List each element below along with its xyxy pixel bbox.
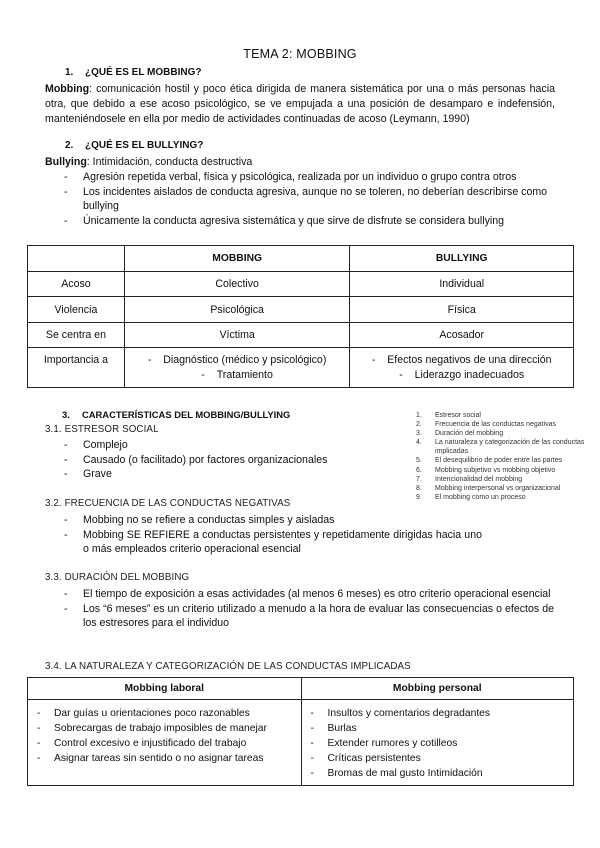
section-1-title: ¿QUÉ ES EL MOBBING? (85, 67, 202, 78)
characteristics-side-list (416, 411, 588, 502)
list-item: - Mobbing no se refiere a conductas simples y aisladas (62, 513, 482, 528)
personal-list (302, 700, 574, 785)
list-item: - Sobrecargas de trabajo imposibles de manejar (28, 721, 301, 736)
list-number: 3. (416, 430, 422, 438)
table-cell: Colectivo (124, 272, 350, 297)
table-cell: Acoso (28, 272, 125, 297)
section-1-heading (65, 67, 202, 78)
subsection-3-4-heading: 3.4. LA NATURALEZA Y CATEGORIZACIÓN DE LAS CONDUCTAS IMPLICADAS (45, 661, 411, 672)
bullying-definition-text: : Intimidación, conducta destructiva (86, 156, 253, 168)
list-item: - Complejo (62, 438, 392, 453)
stressor-bullets (62, 438, 392, 482)
duration-bullets (62, 587, 554, 631)
table-header-row (28, 246, 574, 272)
list-number: 7. (416, 475, 422, 483)
section-2-title: ¿QUÉ ES EL BULLYING? (85, 140, 204, 151)
cell-line-text: Efectos negativos de una dirección (387, 353, 552, 366)
table-cell: Se centra en (28, 323, 125, 348)
list-number: 5. (416, 457, 422, 465)
bullying-bullets (62, 170, 554, 228)
table-row (28, 348, 574, 388)
list-text: Duración del mobbing (435, 430, 504, 438)
list-text: Mobbing subjetivo vs mobbing objetivo (435, 466, 556, 474)
table-cell: Importancia a (28, 348, 125, 388)
section-2-heading (65, 140, 203, 151)
list-item (416, 475, 588, 484)
table-row (28, 272, 574, 297)
table-header-cell: MOBBING (124, 246, 350, 272)
list-text: El mobbing como un proceso (435, 493, 526, 501)
list-text: Frecuencia de las conductas negativas (435, 421, 557, 429)
table-cell (28, 700, 302, 786)
subsection-3-2-heading: 3.2. FRECUENCIA DE LAS CONDUCTAS NEGATIVAS (45, 498, 291, 509)
list-text: La naturaleza y categorización de las conductas implicadas (435, 439, 585, 456)
list-item: - Mobbing SE REFIERE a conductas persistentes y repetidamente dirigidas hacia uno o más empleados criterio operacional esencial (62, 528, 482, 557)
list-text: Intencionalidad del mobbing (435, 475, 523, 483)
list-item: - Los incidentes aislados de conducta agresiva, aunque no se toleren, no deberían describirse como bullying (62, 185, 554, 214)
list-item (416, 429, 588, 438)
laboral-list (28, 700, 301, 770)
bullying-term: Bullying (45, 156, 87, 168)
section-3-title: CARACTERÍSTICAS DEL MOBBING/BULLYING (82, 409, 291, 420)
behaviours-table (27, 677, 574, 786)
cell-line: - Liderazgo inadecuados (399, 368, 525, 381)
list-item (416, 438, 588, 456)
list-item: - Grave (62, 467, 392, 482)
cell-line: - Tratamiento (201, 368, 273, 381)
list-item: - Críticas persistentes (302, 751, 574, 766)
table-cell: Acosador (350, 323, 574, 348)
page-title: TEMA 2: MOBBING (243, 47, 357, 61)
list-item: - Agresión repetida verbal, física y psicológica, realizada por un individuo o grupo contra otros (62, 170, 554, 185)
list-item: - Insultos y comentarios degradantes (302, 706, 574, 721)
table-row (28, 297, 574, 323)
table-cell: Física (350, 297, 574, 323)
list-text: Estresor social (435, 412, 481, 419)
subsection-3-3-heading: 3.3. DURACIÓN DEL MOBBING (45, 572, 190, 583)
list-number: 4. (416, 439, 422, 447)
list-item: - Dar guías u orientaciones poco razonables (28, 706, 301, 721)
table-header-cell: Mobbing personal (301, 678, 574, 700)
table-header-cell: BULLYING (350, 246, 574, 272)
table-header-row (28, 678, 574, 700)
cell-line: - Efectos negativos de una dirección (371, 353, 552, 366)
list-item: - Bromas de mal gusto Intimidación (302, 766, 574, 781)
list-item (416, 411, 588, 420)
list-item (416, 420, 588, 429)
cell-line: - Diagnóstico (médico y psicológico) (147, 353, 327, 366)
table-cell (301, 700, 574, 786)
list-item (416, 493, 588, 502)
table-cell: Víctima (124, 323, 350, 348)
list-number: 1. (416, 412, 422, 419)
cell-line-text: Tratamiento (216, 368, 273, 381)
list-item (416, 466, 588, 475)
list-number: 9. (416, 493, 422, 501)
list-number: 8. (416, 484, 422, 492)
section-3-heading (62, 409, 290, 420)
list-item (416, 484, 588, 493)
list-number: 6. (416, 466, 422, 474)
mobbing-term: Mobbing (45, 83, 90, 95)
table-cell (124, 348, 350, 388)
list-item: - Causado (o facilitado) por factores organizacionales (62, 453, 392, 468)
cell-line-text: Diagnóstico (médico y psicológico) (163, 353, 327, 366)
list-number: 2. (416, 421, 422, 429)
section-1-number: 1. (65, 67, 74, 78)
section-3-number: 3. (62, 409, 70, 420)
section-2-number: 2. (65, 140, 74, 151)
list-text: El desequilibrio de poder entre las partes (435, 457, 563, 465)
table-row (28, 323, 574, 348)
table-header-cell (28, 246, 125, 272)
list-item: - Burlas (302, 721, 574, 736)
list-item: - Asignar tareas sin sentido o no asignar tareas (28, 751, 301, 766)
list-text: Mobbing interpersonal vs organizacional (435, 484, 561, 492)
comparison-table (27, 245, 574, 388)
list-item (416, 456, 588, 465)
table-header-cell: Mobbing laboral (28, 678, 302, 700)
list-item: - Extender rumores y cotilleos (302, 736, 574, 751)
cell-line-text: Liderazgo inadecuados (414, 368, 525, 381)
subsection-3-1-heading: 3.1. ESTRESOR SOCIAL (45, 424, 159, 435)
table-cell: Violencia (28, 297, 125, 323)
table-row (28, 700, 574, 786)
mobbing-definition-text: : comunicación hostil y poco ética dirigida de manera sistemática por una o más personas hacia otra, que debido a ese acoso psicológico, se ve empujada a una posición de desamparo e indefensión, manteniéndosele en ella por medio de actividades continuadas de acoso (Leymann, 1990) (45, 83, 555, 125)
table-cell: Individual (350, 272, 574, 297)
list-item: - Los “6 meses” es un criterio utilizado a menudo a la hora de evaluar las consecuencias o efectos de los estresores para el individuo (62, 602, 554, 631)
table-cell: Psicológica (124, 297, 350, 323)
list-item: - Control excesivo e injustificado del trabajo (28, 736, 301, 751)
mobbing-definition (45, 82, 555, 127)
frequency-bullets (62, 513, 482, 557)
list-item: - El tiempo de exposición a esas actividades (al menos 6 meses) es otro criterio operacional esencial (62, 587, 554, 602)
table-cell (350, 348, 574, 388)
list-item: - Únicamente la conducta agresiva sistemática y que sirve de disfrute se considera bullying (62, 214, 554, 229)
bullying-definition (45, 155, 555, 170)
